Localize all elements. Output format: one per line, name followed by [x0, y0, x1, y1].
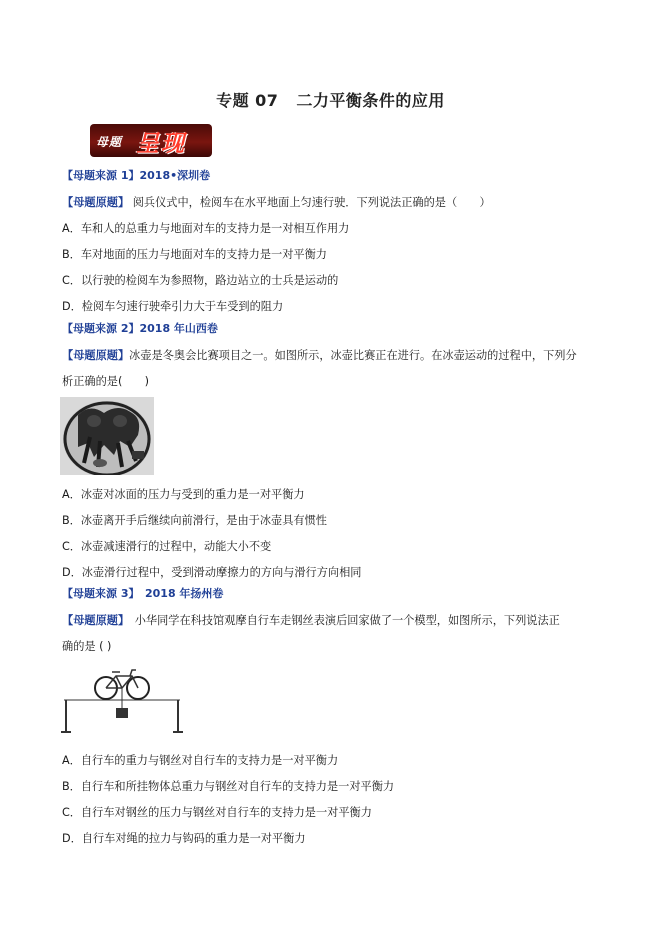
problem-1-tag: 【母题原题】 — [62, 196, 130, 209]
problem-2-option-d: D．冰壶滑行过程中，受到滑动摩擦力的方向与滑行方向相同 — [62, 566, 362, 579]
curling-photo — [60, 397, 154, 475]
problem-3-option-a: A．自行车的重力与钢丝对自行车的支持力是一对平衡力 — [62, 754, 339, 767]
banner-small-text: 母题 — [96, 135, 123, 149]
problem-2-source: 【母题来源 2】2018 年山西卷 — [62, 322, 218, 335]
problem-2-stem-line-1 — [62, 347, 577, 363]
problem-1-option-c: C．以行驶的检阅车为参照物，路边站立的士兵是运动的 — [62, 274, 339, 287]
problem-2-option-b: B．冰壶离开手后继续向前滑行，是由于冰壶具有惯性 — [62, 514, 327, 527]
section-banner — [90, 124, 212, 157]
problem-3-tag: 【母题原题】 — [62, 614, 124, 627]
problem-2-stem-text-1: 冰壶是冬奥会比赛项目之一。如图所示，冰壶比赛正在进行。在冰壶运动的过程中，下列分 — [129, 349, 577, 362]
problem-3-option-b: B．自行车和所挂物体总重力与钢丝对自行车的支持力是一对平衡力 — [62, 780, 395, 793]
topic-title: 二力平衡条件的应用 — [296, 91, 445, 110]
problem-2-tag: 【母题原题】 — [62, 349, 130, 362]
problem-3-stem-line-1 — [62, 612, 560, 628]
problem-3-option-d: D．自行车对绳的拉力与钩码的重力是一对平衡力 — [62, 832, 306, 845]
problem-2-stem-line-2: 析正确的是( ) — [62, 375, 150, 388]
banner-big-text: 呈现 — [136, 131, 186, 157]
problem-1-option-d: D．检阅车匀速行驶牵引力大于车受到的阻力 — [62, 300, 284, 313]
topic-number: 专题 07 — [216, 91, 279, 110]
problem-1-stem-text: 阅兵仪式中，检阅车在水平地面上匀速行驶．下列说法正确的是（ ） — [129, 196, 491, 209]
problem-1-source: 【母题来源 1】2018•深圳卷 — [62, 169, 211, 182]
problem-3-stem-text-1: 小华同学在科技馆观摩自行车走钢丝表演后回家做了一个模型，如图所示，下列说法正 — [123, 614, 560, 627]
problem-3-option-c: C．自行车对钢丝的压力与钢丝对自行车的支持力是一对平衡力 — [62, 806, 372, 819]
page-title — [0, 88, 661, 111]
problem-2-option-a: A．冰壶对冰面的压力与受到的重力是一对平衡力 — [62, 488, 305, 501]
problem-2-option-c: C．冰壶减速滑行的过程中，动能大小不变 — [62, 540, 272, 553]
bicycle-on-wire-figure — [60, 662, 184, 734]
problem-3-source: 【母题来源 3】 2018 年扬州卷 — [62, 587, 224, 600]
problem-3-stem-line-2: 确的是 ( ) — [62, 640, 112, 653]
problem-1-option-a: A．车和人的总重力与地面对车的支持力是一对相互作用力 — [62, 222, 350, 235]
problem-1-stem — [62, 194, 491, 210]
problem-1-option-b: B．车对地面的压力与地面对车的支持力是一对平衡力 — [62, 248, 327, 261]
